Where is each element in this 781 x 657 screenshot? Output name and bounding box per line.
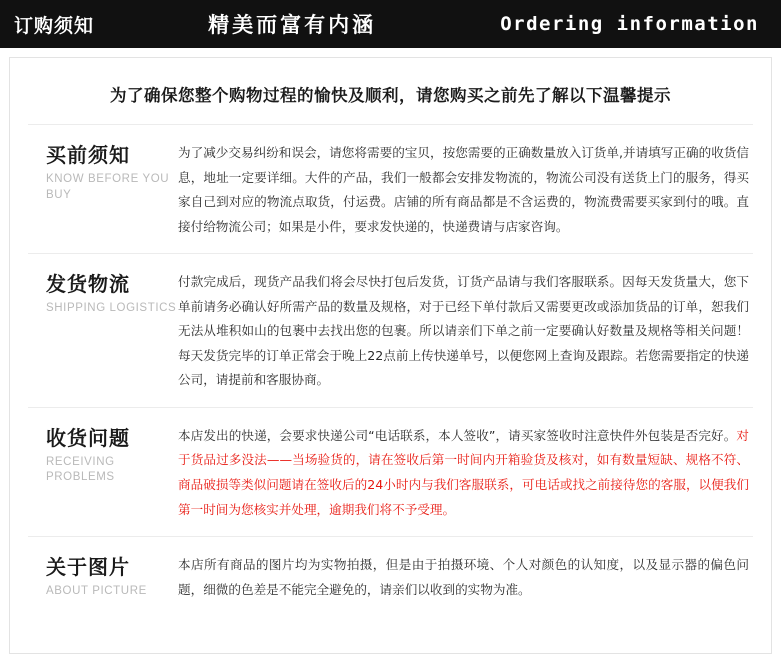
section-label	[28, 424, 178, 486]
section-body: 为了减少交易纠纷和误会，请您将需要的宝贝，按您需要的正确数量放入订货单,并请填写正确的收货信息，地址一定要详细。大件的产品，我们一般都会安排发物流的，物流公司没有送货上门的服务，得买家自己到对应的物流点取货，付运费。店铺的所有商品都是不含运费的，物流费需要买家到付的哦。直接付给物流公司；如果是小件，要求发快递的，快递费请与店家咨询。	[178, 145, 749, 234]
section-label	[28, 141, 178, 203]
panel-title: 为了确保您整个购物过程的愉快及顺利，请您购买之前先了解以下温馨提示	[110, 86, 671, 105]
section-know-before-you-buy	[28, 124, 753, 253]
section-label-en: ABOUT PICTURE	[46, 585, 147, 598]
section-body: 本店所有商品的图片均为实物拍摄，但是由于拍摄环境、个人对颜色的认知度，以及显示器的偏色问题，细微的色差是不能完全避免的，请亲们以收到的实物为准。	[178, 557, 749, 597]
section-label	[28, 270, 178, 317]
section-label-cn: 发货物流	[46, 272, 130, 297]
section-label-cn: 买前须知	[46, 143, 130, 167]
section-label	[28, 553, 178, 600]
header-title-en: Ordering information	[500, 13, 759, 35]
section-label-cn: 关于图片	[46, 555, 130, 580]
section-body-text: 本店发出的快递，会要求快递公司“电话联系，本人签收”，请买家签收时注意快件外包装是否完好。	[178, 427, 737, 443]
section-body-warning: 对于货品过多没法——当场验货的，请在签收后第一时间内开箱验货及核对，如有数量短缺、规格不符、商品破损等类似问题请在签收后的24小时内与我们客服联系，可电话或找之前接待您的客服，以便我们第一时间为您核实并处理，逾期我们将不予受理。	[178, 427, 749, 517]
section-receiving-problems	[28, 407, 753, 536]
section-shipping-logistics	[28, 253, 753, 407]
section-about-picture	[28, 536, 753, 616]
page-header	[0, 0, 781, 48]
section-label-en: SHIPPING LOGISTICS	[46, 302, 177, 315]
notice-panel	[9, 57, 772, 654]
header-title-cn: 订购须知	[14, 14, 95, 37]
section-label-en: RECEIVING PROBLEMS	[46, 455, 115, 484]
section-body	[178, 424, 753, 522]
header-subtitle-cn: 精美而富有内涵	[208, 12, 377, 37]
section-label-cn: 收货问题	[46, 425, 130, 450]
section-body: 付款完成后，现货产品我们将会尽快打包后发货，订货产品请与我们客服联系。因每天发货量大，您下单前请务必确认好所需产品的数量及规格，对于已经下单付款后又需要更改或添加货品的订单，恕我们无法从堆积如山的包裹中去找出您的包裹。所以请亲们下单之前一定要确认好数量及规格等相关问题！每天发货完毕的订单正常会于晚上22点前上传快递单号，以便您网上查询及跟踪。若您需要指定的快递公司，请提前和客服协商。	[178, 274, 749, 388]
section-label-en: KNOW BEFORE YOU BUY	[46, 173, 170, 201]
